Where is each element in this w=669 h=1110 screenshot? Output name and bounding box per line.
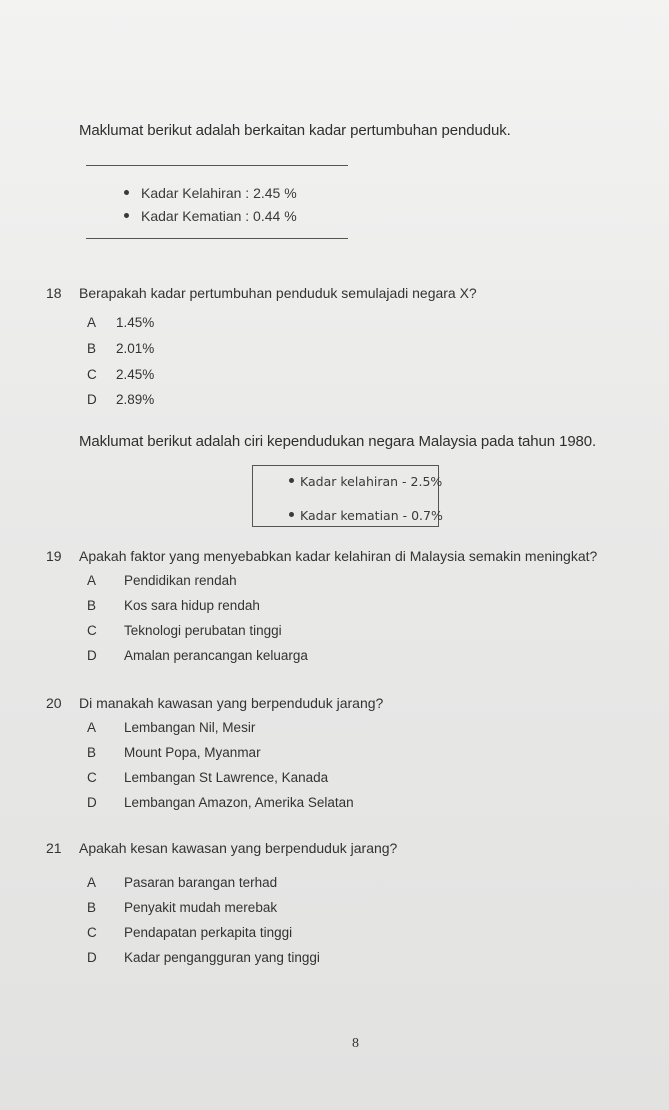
q19-option-b-text: Kos sara hidup rendah bbox=[124, 598, 260, 613]
q19-option-b-letter: B bbox=[87, 598, 97, 613]
q19-option-c-letter: C bbox=[87, 623, 97, 638]
box1-item-2: Kadar Kematian : 0.44 % bbox=[124, 208, 297, 224]
q20-option-b-letter: B bbox=[87, 745, 97, 760]
q19-option-d-text: Amalan perancangan keluarga bbox=[124, 648, 308, 663]
q20-text: Di manakah kawasan yang berpenduduk jarang? bbox=[79, 695, 384, 711]
q19-text: Apakah faktor yang menyebabkan kadar kelahiran di Malaysia semakin meningkat? bbox=[79, 548, 598, 564]
q18-option-d-text: 2.89% bbox=[116, 392, 155, 407]
q21-option-d-letter: D bbox=[87, 950, 97, 965]
q20-option-d-text: Lembangan Amazon, Amerika Selatan bbox=[124, 795, 354, 810]
q18-number: 18 bbox=[46, 285, 62, 301]
q19-option-a-text: Pendidikan rendah bbox=[124, 573, 237, 588]
q20-option-b-text: Mount Popa, Myanmar bbox=[124, 745, 261, 760]
q18-option-a-text: 1.45% bbox=[116, 315, 155, 330]
q21-text: Apakah kesan kawasan yang berpenduduk jarang? bbox=[79, 840, 398, 856]
q21-option-a-text: Pasaran barangan terhad bbox=[124, 875, 278, 890]
q19-option-d-letter: D bbox=[87, 648, 97, 663]
q21-option-a-letter: A bbox=[87, 875, 97, 890]
q20-option-d-letter: D bbox=[87, 795, 97, 810]
q20-option-c-letter: C bbox=[87, 770, 97, 785]
intro-text-1: Maklumat berikut adalah berkaitan kadar pertumbuhan penduduk. bbox=[79, 122, 511, 139]
bullet-icon bbox=[124, 190, 129, 195]
page-number: 8 bbox=[352, 1036, 359, 1051]
q18-text: Berapakah kadar pertumbuhan penduduk semulajadi negara X? bbox=[79, 285, 477, 301]
q21-option-d-text: Kadar pengangguran yang tinggi bbox=[124, 950, 320, 965]
q21-option-b-letter: B bbox=[87, 900, 97, 915]
q20-number: 20 bbox=[46, 695, 62, 711]
q20-option-c-text: Lembangan St Lawrence, Kanada bbox=[124, 770, 329, 785]
box2-item-1: Kadar kelahiran - 2.5% bbox=[289, 474, 442, 489]
info-box-2 bbox=[252, 465, 443, 527]
q18-option-c-text: 2.45% bbox=[116, 367, 155, 382]
q21-number: 21 bbox=[46, 840, 62, 856]
q19-number: 19 bbox=[46, 548, 62, 564]
q21-option-c-text: Pendapatan perkapita tinggi bbox=[124, 925, 293, 940]
bullet-icon bbox=[124, 213, 129, 218]
q20-option-a-text: Lembangan Nil, Mesir bbox=[124, 720, 256, 735]
bullet-icon bbox=[289, 512, 294, 517]
q19-option-c-text: Teknologi perubatan tinggi bbox=[124, 623, 282, 638]
q20-option-a-letter: A bbox=[87, 720, 97, 735]
q18-option-b-text: 2.01% bbox=[116, 341, 155, 356]
q18-option-d-letter: D bbox=[87, 392, 97, 407]
q18-option-c-letter: C bbox=[87, 367, 97, 382]
q18-option-a-letter: A bbox=[87, 315, 97, 330]
q21-option-c-letter: C bbox=[87, 925, 97, 940]
q21-option-b-text: Penyakit mudah merebak bbox=[124, 900, 278, 915]
q18-option-b-letter: B bbox=[87, 341, 97, 356]
box1-item-1: Kadar Kelahiran : 2.45 % bbox=[124, 185, 297, 201]
bullet-icon bbox=[289, 478, 294, 483]
box2-item-2: Kadar kematian - 0.7% bbox=[289, 508, 443, 523]
info-box-1 bbox=[86, 165, 348, 239]
q19-option-a-letter: A bbox=[87, 573, 97, 588]
intro-text-2: Maklumat berikut adalah ciri kependudukan negara Malaysia pada tahun 1980. bbox=[79, 433, 597, 450]
